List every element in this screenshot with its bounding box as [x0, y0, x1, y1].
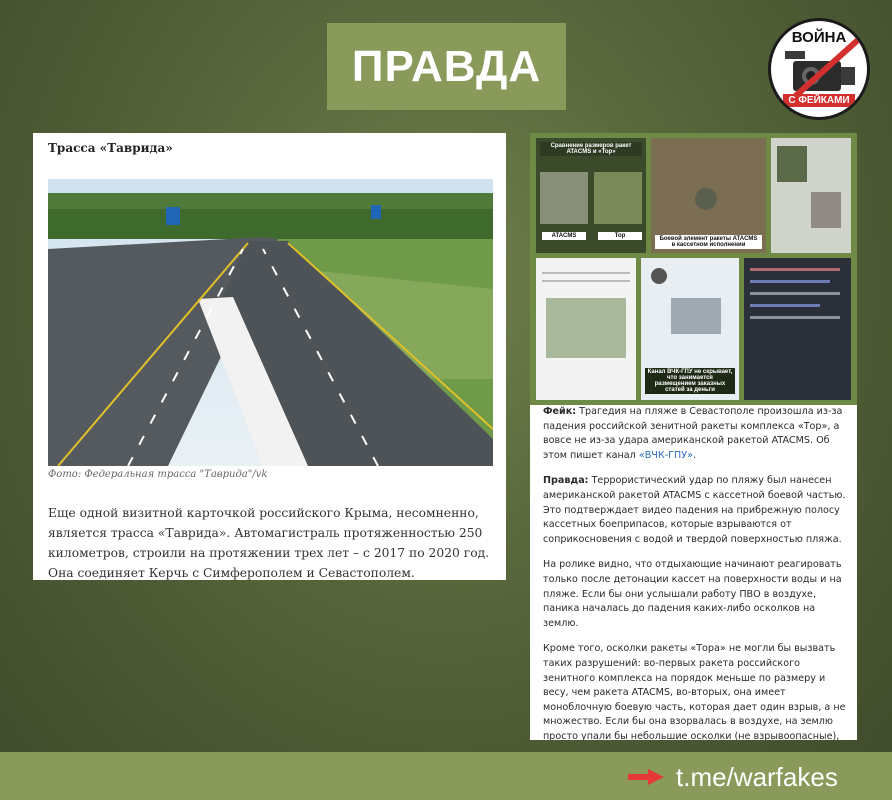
collage-tile1-title: Сравнение размеров ракет ATACMS и «Тор»	[540, 142, 642, 156]
article-card	[33, 133, 506, 580]
collage-tile5-label: Канал ВЧК-ГПУ не скрывает, что занимается размещением заказных статей за деньги	[645, 368, 735, 394]
telegram-post-card	[530, 133, 857, 740]
screenshot-collage	[530, 133, 857, 405]
logo-bottom-text: С ФЕЙКАМИ	[783, 94, 855, 107]
war-on-fakes-logo	[768, 18, 870, 120]
collage-tile1-left: ATACMS	[542, 232, 586, 240]
collage-tile1-right: Тор	[598, 232, 642, 240]
truth-label: Правда:	[543, 475, 589, 487]
collage-tile-cluster-element	[651, 138, 766, 253]
logo-top-text: ВОЙНА	[791, 29, 847, 46]
photo-caption: Фото: Федеральная трасса "Таврида"/vk	[48, 469, 268, 480]
collage-tile2-label: Боевой элемент ракеты ATACMS в кассетном исполнении	[655, 235, 762, 249]
footer-bar	[0, 752, 892, 800]
truth-paragraph	[543, 474, 849, 547]
page-title: ПРАВДА	[327, 23, 566, 110]
video-paragraph: На ролике видно, что отдыхающие начинают реагировать только после детонации кассет на поверхности воды и на пляже. Если бы они услышали работу ПВО в воздухе, паника началась до падения каких-либо осколков на землю.	[543, 559, 842, 629]
collage-tile-post-screenshot	[536, 258, 636, 400]
channel-link[interactable]: «ВЧК-ГПУ»	[638, 449, 693, 461]
fake-end: .	[692, 449, 697, 461]
fake-label: Фейк:	[543, 406, 577, 417]
collage-tile-officials	[771, 138, 851, 253]
arrow-right-icon	[628, 769, 664, 785]
fake-text: Трагедия на пляже в Севастополе произошла из-за падения российской зенитной ракеты комплекса «Тор», а вовсе не из-за удара американской ракетой ATACMS. Об этом пишет канал	[543, 406, 843, 461]
telegram-link[interactable]: t.me/warfakes	[676, 762, 838, 792]
post-text	[543, 405, 849, 740]
collage-tile-channel	[641, 258, 739, 400]
highway-photo	[48, 179, 493, 466]
article-body: Еще одной визитной карточкой российского Крыма, несомненно, является трасса «Таврида». Автомагистраль протяженностью 250 километров, строили на протяжении трех лет – с 2017 по 2020 год. Она соединяет Керчь с Симферополем и Севастополем.	[48, 506, 490, 580]
debris-paragraph: Кроме того, осколки ракеты «Тора» не могли бы вызвать таких разрушений: во-первых ракета российского зенитного комплекса на порядок меньше по размеру и весу, чем ракета ATACMS, во-вторых, она имеет моноблочную боевую часть, которая дает один взрыв, а не множество. Если бы она взорвалась в воздухе, на землю просто упали бы небольшие осколки (не взрывоопасные),	[543, 643, 846, 740]
truth-text: Террористический удар по пляжу был нанесен американской ракетой ATACMS с кассетной боевой частью. Это подтверждает видео падения на прибрежную полосу кассетных боеприпасов, которые взрываются от соприкосновения с водой и твердой поверхностью пляжа.	[543, 475, 846, 545]
fake-paragraph	[543, 405, 849, 463]
collage-tile-rocket-comparison	[536, 138, 646, 253]
collage-tile-chat	[744, 258, 851, 400]
article-heading: Трасса «Таврида»	[48, 141, 173, 155]
